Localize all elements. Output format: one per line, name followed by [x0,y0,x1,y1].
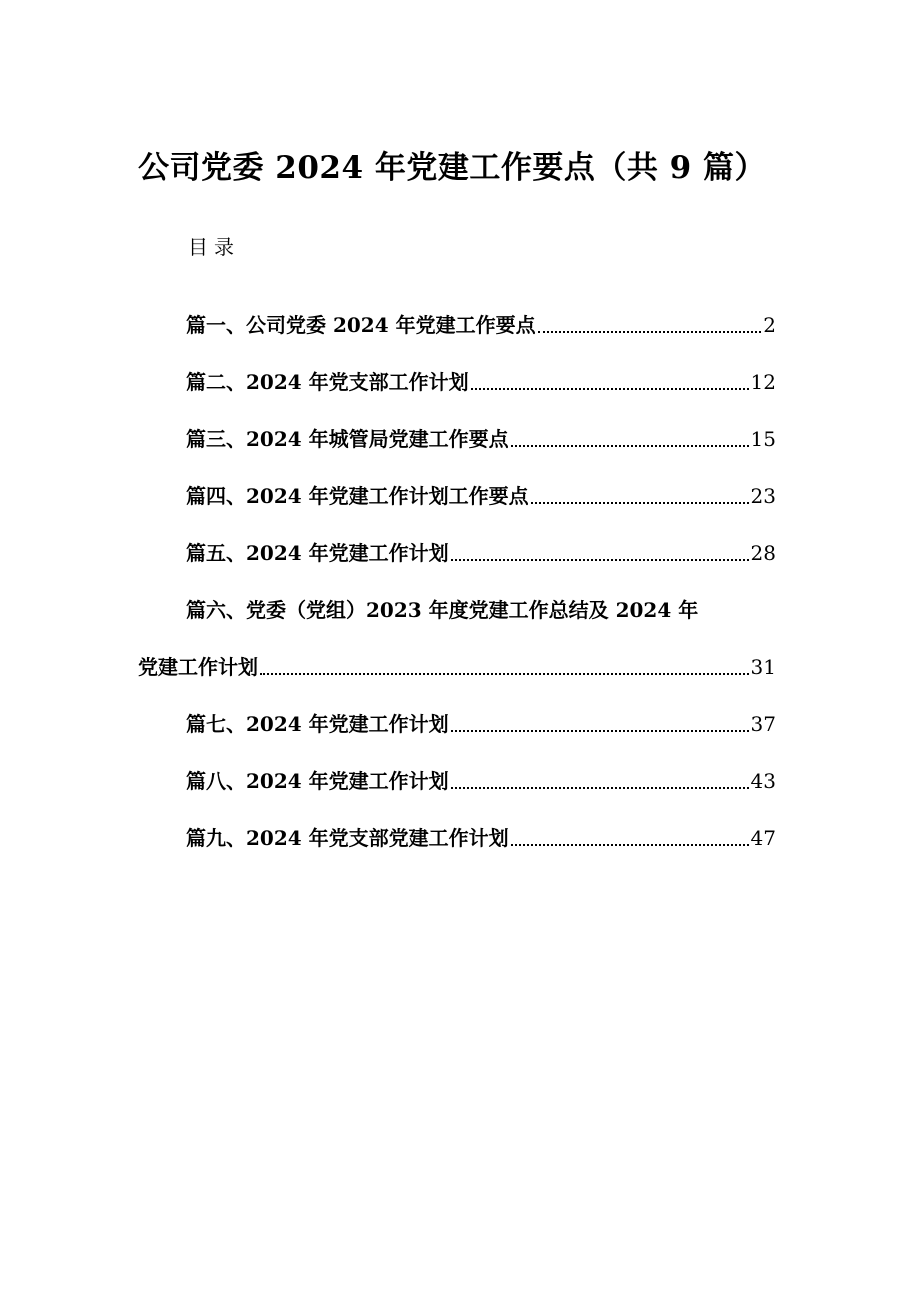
toc-entry-title: 篇二、2024 年党支部工作计划 [186,370,469,394]
toc-entry-title: 篇一、公司党委 2024 年党建工作要点 [186,313,536,337]
toc-entry-title: 篇四、2024 年党建工作计划工作要点 [186,484,529,508]
toc-entry-3[interactable] [138,396,776,453]
toc-entry-4[interactable] [138,453,776,510]
toc-leader-dots [451,710,749,732]
toc-entry-5[interactable] [138,510,776,567]
toc-entry-title: 篇九、2024 年党支部党建工作计划 [186,826,509,850]
toc-entry-title: 篇七、2024 年党建工作计划 [186,712,449,736]
toc-entry-title: 篇五、2024 年党建工作计划 [186,541,449,565]
toc-leader-dots [538,311,762,333]
toc-entry-page: 15 [750,427,776,451]
toc-entry-title-continued: 党建工作计划 [138,655,258,679]
toc-entry-7[interactable] [138,681,776,738]
toc-leader-dots [531,482,749,504]
toc-entry-page: 47 [750,826,776,850]
toc-entry-page: 2 [763,313,776,337]
toc-entry-title: 篇六、党委（党组）2023 年度党建工作总结及 2024 年 [186,598,699,622]
toc-leader-dots [451,539,749,561]
toc-entry-page: 28 [750,541,776,565]
toc-entry-9[interactable] [138,795,776,852]
toc-leader-dots [260,653,749,675]
toc-entry-page: 23 [750,484,776,508]
toc-entry-6-line-1[interactable] [138,567,776,624]
toc-entry-2[interactable] [138,339,776,396]
toc-leader-dots [511,425,749,447]
toc-entry-8[interactable] [138,738,776,795]
toc-leader-dots [511,824,749,846]
toc-entry-6-line-2[interactable] [138,624,776,681]
toc-entry-page: 12 [750,370,776,394]
toc-leader-dots [451,767,749,789]
toc-entry-page: 43 [750,769,776,793]
toc-heading: 目录 [188,235,240,259]
table-of-contents [138,282,776,852]
toc-entry-page: 37 [750,712,776,736]
document-title: 公司党委 2024 年党建工作要点（共 9 篇） [138,150,767,186]
toc-entry-title: 篇八、2024 年党建工作计划 [186,769,449,793]
toc-entry-title: 篇三、2024 年城管局党建工作要点 [186,427,509,451]
toc-leader-dots [471,368,749,390]
toc-entry-1[interactable] [138,282,776,339]
toc-entry-page: 31 [750,655,776,679]
